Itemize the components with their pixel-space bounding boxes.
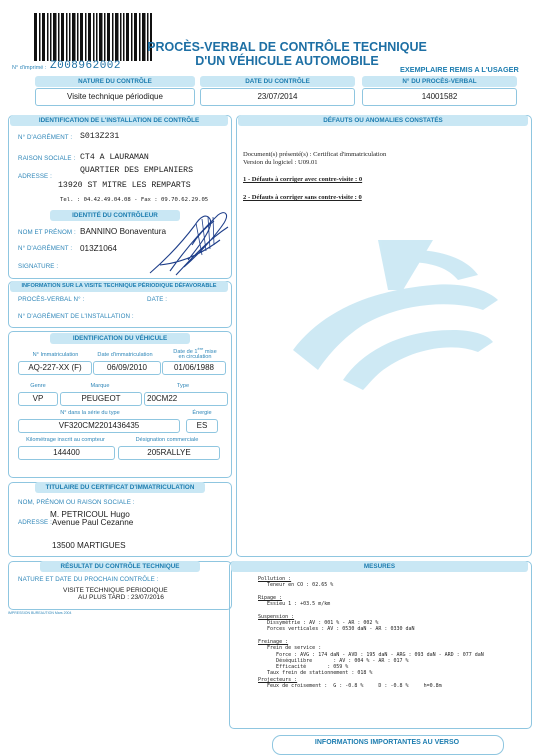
controleur-header: IDENTITÉ DU CONTRÔLEUR	[50, 210, 180, 221]
titulaire-name-label: NOM, PRÉNOM OU RAISON SOCIALE :	[18, 499, 135, 506]
address-label: ADRESSE :	[18, 173, 52, 180]
date-controle-value: 23/07/2014	[200, 88, 355, 106]
defauts-header: DÉFAUTS OU ANOMALIES CONSTATÉS	[238, 115, 528, 126]
titulaire-header: TITULAIRE DU CERTIFICAT D'IMMATRICULATION	[35, 482, 205, 493]
mesures-list	[258, 576, 526, 689]
footer-note: IMPRESSION BUREAUTION Mars 2004	[8, 611, 72, 615]
agrement-label: N° D'AGRÉMENT :	[18, 134, 73, 141]
first-circulation-value: 01/06/1988	[162, 361, 226, 375]
titulaire-address-line1: Avenue Paul Cezanne	[52, 518, 134, 527]
mesures-header: MESURES	[231, 561, 528, 572]
controleur-agrement-value: 013Z1064	[80, 244, 117, 253]
signature-scribble	[140, 205, 235, 280]
marque-value: PEUGEOT	[60, 392, 142, 406]
installation-header: IDENTIFICATION DE L'INSTALLATION DE CONTRÔLE	[10, 115, 228, 126]
mesure-line: Feux de croisement : G : -0.8 % D : -0.8 % h=0.8m	[258, 683, 442, 690]
defavorable-header: INFORMATION SUR LA VISITE TECHNIQUE PÉRIODIQUE DÉFAVORABLE	[10, 281, 228, 292]
marque-label: Marque	[90, 383, 110, 389]
phone-line: Tel. : 04.42.49.04.08 - Fax : 09.70.62.29.05	[60, 197, 209, 203]
next-control-line1: VISITE TECHNIQUE PERIODIQUE	[63, 587, 168, 594]
first-circulation-label-a: Date de 1	[173, 348, 198, 355]
controleur-name-label: NOM ET PRÉNOM :	[18, 229, 76, 236]
genre-value: VP	[18, 392, 58, 406]
first-circulation-label-d: en circulation	[178, 354, 212, 361]
mesure-line: Dissymétrie : AV : 001 % - AR : 002 %	[258, 620, 379, 627]
defauts-item2: 2 - Défauts à corriger sans contre-visite : 0	[243, 194, 362, 201]
raison-sociale-label: RAISON SOCIALE :	[18, 155, 76, 162]
mesure-line: Teneur en CO : 02.65 %	[258, 582, 334, 589]
raison-sociale-value: CT4 A LAURAMAN	[80, 153, 149, 162]
date-immat-value: 06/09/2010	[93, 361, 161, 375]
km-value: 144400	[18, 446, 115, 460]
nature-controle-header: NATURE DU CONTRÔLE	[35, 76, 195, 87]
address-line2: 13920 ST MITRE LES REMPARTS	[58, 181, 191, 190]
immat-value: AQ-227-XX (F)	[18, 361, 92, 375]
titulaire-name-value: M. PETRICOUL Hugo	[50, 510, 130, 519]
pv-number-value: 14001582	[362, 88, 517, 106]
agrement-value: S013Z231	[80, 132, 120, 141]
next-control-label: NATURE ET DATE DU PROCHAIN CONTRÔLE :	[18, 576, 159, 583]
mesure-line: Projecteurs :	[258, 676, 298, 683]
type-label: Type	[176, 383, 190, 389]
serie-value: VF320CM2201436435	[18, 419, 180, 433]
km-label: Kilométrage inscrit au compteur	[26, 437, 105, 443]
mesure-line: Suspension :	[258, 613, 295, 620]
document-title-line1: PROCÈS-VERBAL DE CONTRÔLE TECHNIQUE	[147, 40, 427, 54]
print-number-value: Z008962002	[50, 60, 122, 72]
defauts-software-line: Version du logiciel : U09.01	[243, 159, 318, 166]
defavorable-pv-label: PROCÈS-VERBAL N° :	[18, 296, 85, 303]
type-value: 20CM22	[144, 392, 228, 406]
info-verso-label: INFORMATIONS IMPORTANTES AU VERSO	[314, 739, 460, 746]
mesure-line: Taux frein de stationnement : 018 %	[258, 670, 373, 677]
mesure-line: Force : AVG : 174 daN - AVD : 195 daN - ARG : 093 daN - ARD : 077 daN	[258, 651, 484, 658]
mesure-line: Essieu 1 : +03.5 m/km	[258, 601, 331, 608]
defavorable-date-label: DATE :	[147, 296, 168, 303]
mesure-line: Ripage :	[258, 594, 283, 601]
document-title-line2: D'UN VÉHICULE AUTOMOBILE	[195, 54, 379, 68]
next-control-line2: AU PLUS TARD : 23/07/2016	[78, 594, 164, 601]
nature-controle-value: Visite technique périodique	[35, 88, 195, 106]
first-circulation-label-c: mise	[203, 348, 217, 355]
immat-label: N° Immatriculation	[32, 352, 79, 358]
controleur-name-value: BANNINO Bonaventura	[80, 227, 167, 236]
designation-label: Désignation commerciale	[135, 437, 199, 443]
first-circulation-label-b: ère	[197, 346, 204, 351]
first-circulation-label	[160, 346, 230, 361]
print-number-label: N° d'imprimé :	[12, 65, 47, 71]
titulaire-address-line2: 13500 MARTIGUES	[52, 541, 126, 550]
mesure-line: Frein de service :	[258, 645, 322, 652]
mesure-line: Déséquilibre : AV : 004 % - AR : 017 %	[258, 657, 409, 664]
resultat-header: RÉSULTAT DU CONTRÔLE TECHNIQUE	[40, 561, 200, 572]
mesure-line: Efficacité : 059 %	[258, 664, 349, 671]
genre-label: Genre	[30, 383, 46, 389]
vehicule-header: IDENTIFICATION DU VÉHICULE	[50, 333, 190, 344]
titulaire-address-label: ADRESSE :	[18, 519, 52, 526]
watermark-logo	[283, 230, 503, 390]
date-immat-label: Date d'immatriculation	[97, 352, 153, 358]
mesure-line: Pollution :	[258, 576, 292, 582]
address-line1: QUARTIER DES EMPLANIERS	[80, 166, 194, 175]
energie-label: Énergie	[192, 410, 212, 416]
energie-value: ES	[186, 419, 218, 433]
barcode	[34, 13, 152, 61]
pv-number-header: N° DU PROCÈS-VERBAL	[362, 76, 517, 87]
defauts-document-line: Document(s) présenté(s) : Certificat d'immatriculation	[243, 151, 387, 158]
copy-label: EXEMPLAIRE REMIS A L'USAGER	[400, 65, 519, 74]
mesure-line: Freinage :	[258, 638, 289, 645]
designation-value: 205RALLYE	[118, 446, 220, 460]
mesure-line: Forces verticales : AV : 0530 daN - AR : 0330 daN	[258, 626, 415, 633]
signature-label: SIGNATURE :	[18, 263, 59, 270]
serie-label: N° dans la série du type	[60, 410, 120, 416]
controleur-agrement-label: N° D'AGRÉMENT :	[18, 245, 73, 252]
defavorable-agrement-label: N° D'AGRÉMENT DE L'INSTALLATION :	[18, 313, 134, 320]
date-controle-header: DATE DU CONTRÔLE	[200, 76, 355, 87]
defauts-item1: 1 - Défauts à corriger avec contre-visite : 0	[243, 176, 363, 183]
